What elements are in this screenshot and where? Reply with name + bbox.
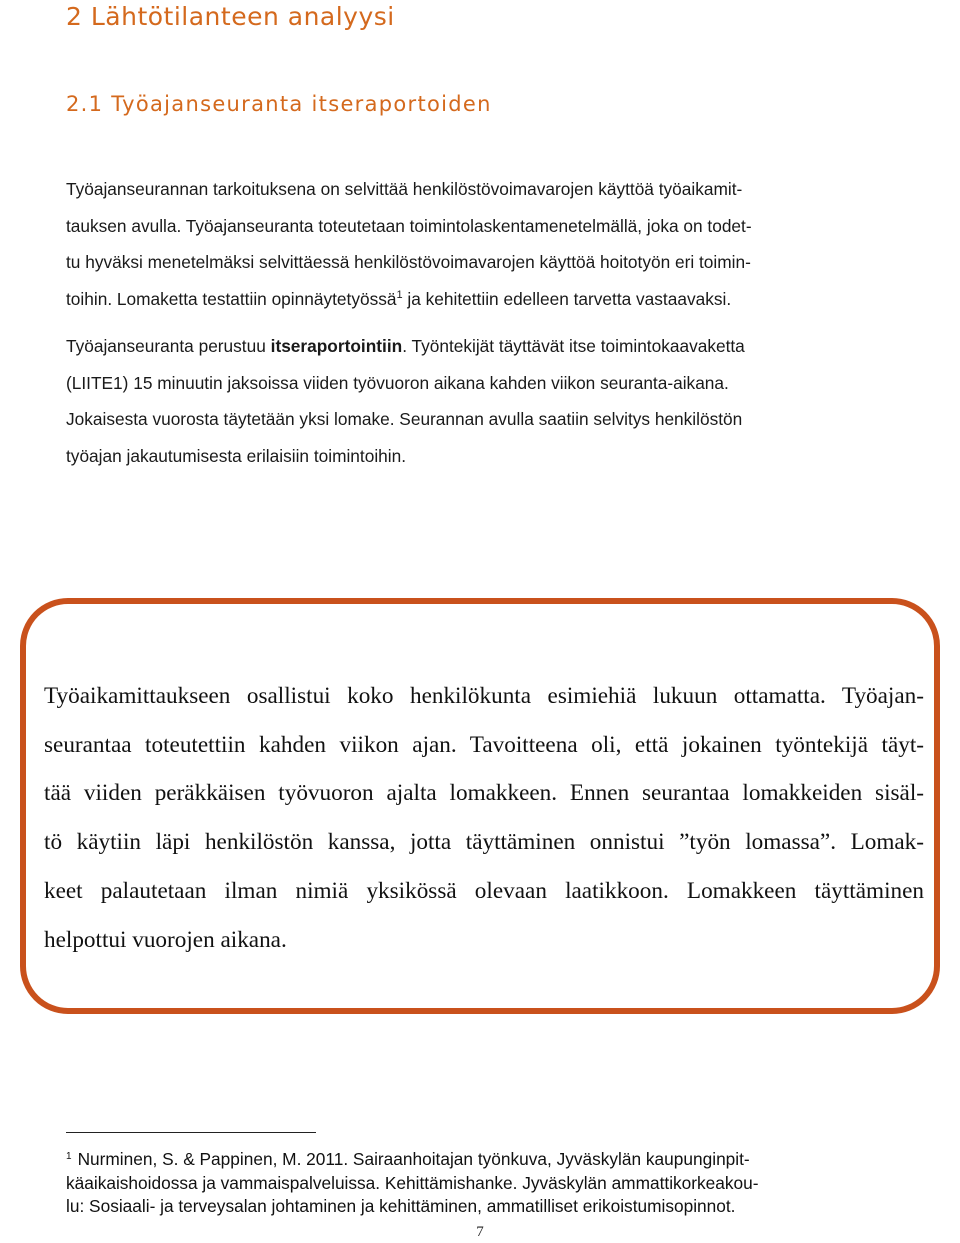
section-heading: 2 Lähtötilanteen analyysi xyxy=(66,2,395,31)
paragraph-line: Jokaisesta vuorosta täytetään yksi lomake. Seurannan avulla saatiin selvitys henkilöstön xyxy=(66,409,743,429)
footnote-line xyxy=(66,1148,926,1172)
footnote-reference: 1 xyxy=(396,288,403,301)
subsection-heading: 2.1 Työajanseuranta itseraportoiden xyxy=(66,92,492,116)
paragraph-line: tauksen avulla. Työajanseuranta toteutetaan toimintolaskentamenetelmällä, joka on todet- xyxy=(66,215,752,236)
text-segment: Nurminen, S. & Pappinen, M. 2011. Sairaanhoitajan työnkuva, Jyväskylän kaupunginpit- xyxy=(77,1149,750,1169)
footnote xyxy=(66,1148,926,1219)
text-segment: . Työntekijät täyttävät itse toimintokaavaketta xyxy=(402,336,745,356)
intro-paragraph xyxy=(66,171,906,317)
page-number: 7 xyxy=(476,1224,484,1240)
method-paragraph xyxy=(66,328,906,474)
footnote-line: käaikaishoidossa ja vammaispalveluissa. Kehittämishanke. Jyväskylän ammattikorkeakou- xyxy=(66,1172,759,1193)
text-segment: Työajanseuranta perustuu xyxy=(66,336,271,356)
callout-line: Työaikamittaukseen osallistui koko henkilökunta esimiehiä lukuun ottamatta. Työajan- xyxy=(44,683,924,709)
paragraph-line xyxy=(66,281,906,318)
paragraph-line xyxy=(66,328,906,365)
paragraph-line: työajan jakautumisesta erilaisiin toimintoihin. xyxy=(66,445,407,466)
callout-line: tää viiden peräkkäisen työvuoron ajalta lomakkeen. Ennen seurantaa lomakkeiden sisäl- xyxy=(44,780,924,807)
text-segment: ja kehitettiin edelleen tarvetta vastaavaksi. xyxy=(402,288,732,309)
footnote-line: lu: Sosiaali- ja terveysalan johtaminen ja kehittäminen, ammatilliset erikoistumisopinnot. xyxy=(66,1196,736,1216)
callout-line: seurantaa toteutettiin kahden viikon ajan. Tavoitteena oli, että jokainen työntekijä täyt- xyxy=(44,731,924,758)
paragraph-line: tu hyväksi menetelmäksi selvittäessä henkilöstövoimavarojen käyttöä hoitotyön eri toimin- xyxy=(66,252,751,272)
callout-line: keet palautetaan ilman nimiä yksikössä olevaan laatikkoon. Lomakkeen täyttäminen xyxy=(44,877,924,904)
paragraph-line: Työajanseurannan tarkoituksena on selvittää henkilöstövoimavarojen käyttöä työaikamit- xyxy=(66,179,743,199)
callout-text xyxy=(44,672,924,964)
paragraph-line: (LIITE1) 15 minuutin jaksoissa viiden työvuoron aikana kahden viikon seuranta-aikana. xyxy=(66,372,729,393)
callout-line: tö käytiin läpi henkilöstön kanssa, jotta täyttäminen onnistui ”työn lomassa”. Lomak- xyxy=(44,829,924,856)
callout-line: helpottui vuorojen aikana. xyxy=(44,926,287,953)
bold-term: itseraportointiin xyxy=(270,336,403,356)
footnote-mark: 1 xyxy=(66,1151,72,1162)
text-segment: toihin. Lomaketta testattiin opinnäytetyössä xyxy=(66,288,397,309)
footnote-separator xyxy=(66,1132,316,1133)
